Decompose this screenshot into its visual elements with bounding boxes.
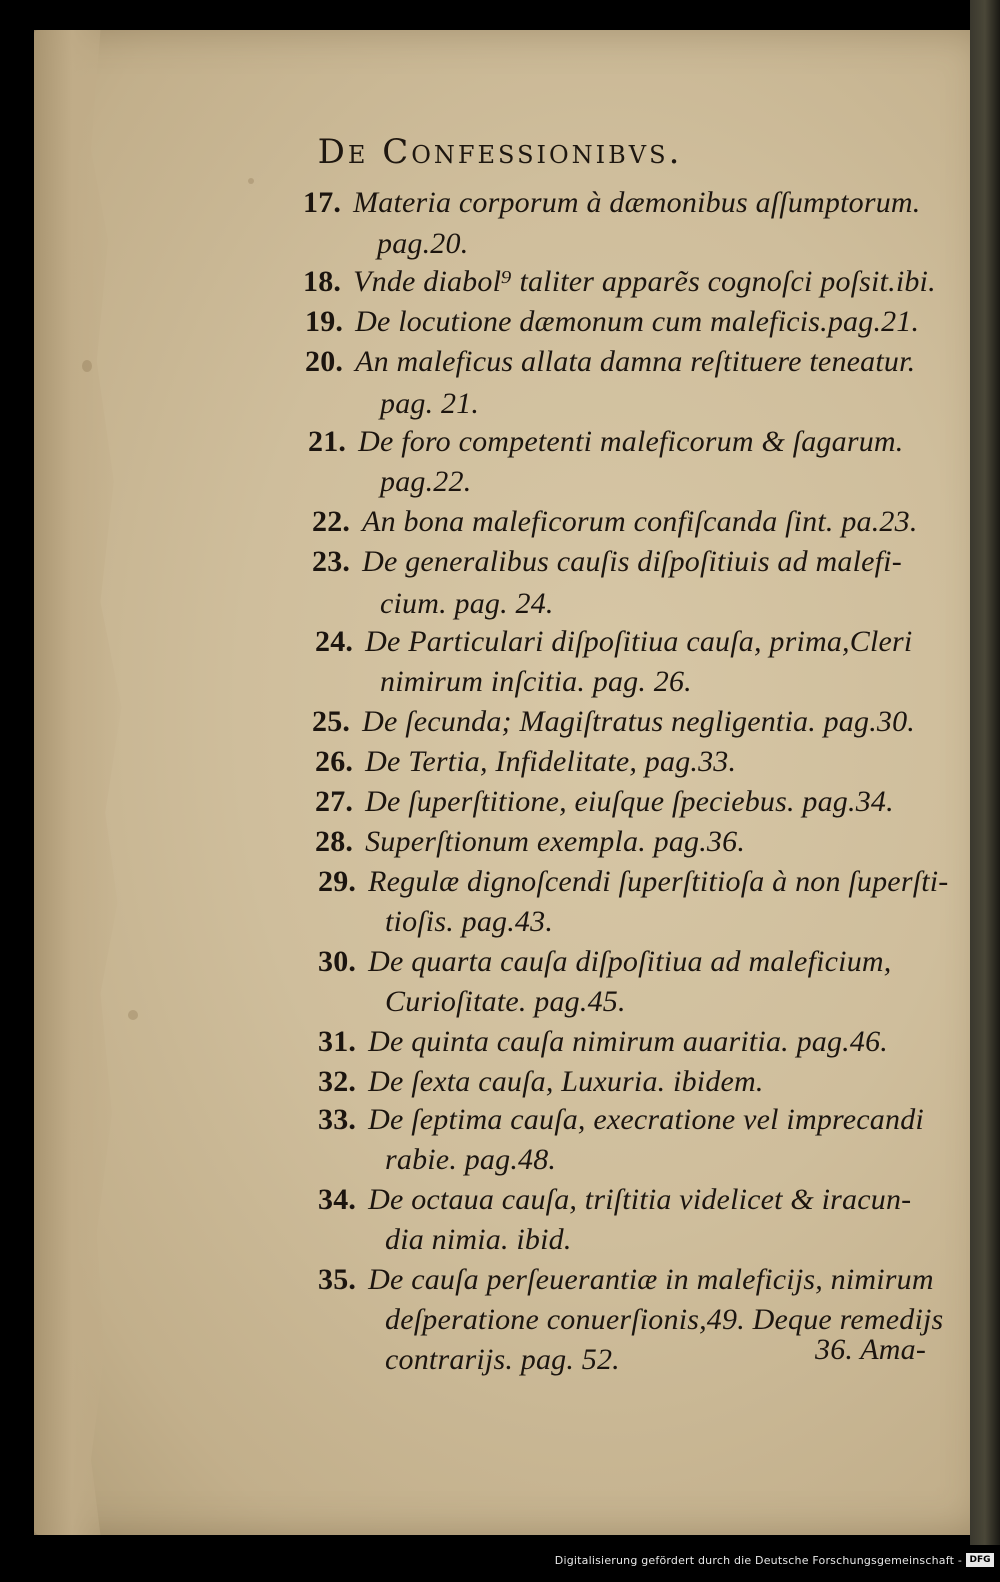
entry-text: De foro competenti maleficorum & ſagarum. <box>358 425 904 458</box>
entry-text: Superſtionum exempla. pag.36. <box>365 825 746 858</box>
entry-text: contrarijs. pag. 52. <box>385 1343 620 1376</box>
catchword: 36. Ama- <box>815 1333 927 1366</box>
entry-number: 22. <box>312 505 351 538</box>
entry-text: nimirum inſcitia. pag. 26. <box>380 665 692 698</box>
entry-number: 19. <box>305 305 344 338</box>
toc-entry <box>312 505 918 539</box>
entry-number: 20. <box>305 345 344 378</box>
entry-number: 24. <box>315 625 354 658</box>
entry-text: De ſexta cauſa, Luxuria. ibidem. <box>368 1065 764 1098</box>
entry-text: De ſecunda; Magiſtratus negligentia. pag.30. <box>362 705 915 738</box>
entry-text: Curioſitate. pag.45. <box>385 985 626 1018</box>
entry-text: pag.22. <box>380 465 472 498</box>
entry-number: 34. <box>318 1183 357 1216</box>
toc-entry <box>308 425 903 459</box>
entry-text: dia nimia. ibid. <box>385 1223 572 1256</box>
toc-entry <box>305 345 915 379</box>
toc-entry <box>318 1103 924 1137</box>
entry-number: 23. <box>312 545 351 578</box>
entry-number: 28. <box>315 825 354 858</box>
entry-text: deſperatione conuerſionis,49. Deque remedijs <box>385 1303 944 1336</box>
entry-number: 35. <box>318 1263 357 1296</box>
page-stain <box>82 360 92 372</box>
entry-text: De Tertia, Infidelitate, pag.33. <box>365 745 737 778</box>
entry-text: De generalibus cauſis diſpoſitiuis ad malefi- <box>362 545 902 578</box>
entry-number: 25. <box>312 705 351 738</box>
toc-entry <box>312 705 915 739</box>
toc-entry <box>318 1065 764 1099</box>
toc-entry <box>305 305 919 339</box>
entry-text: De octaua cauſa, triſtitia videlicet & iracun- <box>368 1183 912 1216</box>
toc-entry <box>315 785 894 819</box>
entry-text: De cauſa perſeuerantiæ in maleficijs, nimirum <box>368 1263 934 1296</box>
toc-entry <box>315 625 912 659</box>
entry-text: De ſeptima cauſa, execratione vel imprecandi <box>368 1103 924 1136</box>
toc-entry <box>377 227 468 261</box>
entry-text: pag. 21. <box>380 387 480 420</box>
entry-text: tioſis. pag.43. <box>385 905 554 938</box>
page-heading: De Confessionibvs. <box>317 132 683 172</box>
entry-text: De quinta cauſa nimirum auaritia. pag.46. <box>368 1025 888 1058</box>
entry-number: 29. <box>318 865 357 898</box>
entry-text: Regulæ dignoſcendi ſuperſtitioſa à non ſuperſti- <box>368 865 949 898</box>
toc-entry <box>385 905 553 939</box>
entry-number: 17. <box>303 186 342 219</box>
entry-text: rabie. pag.48. <box>385 1143 557 1176</box>
toc-entry <box>312 545 902 579</box>
toc-entry <box>315 825 745 859</box>
toc-entry <box>318 865 949 899</box>
entry-text: De ſuperſtitione, eiuſque ſpeciebus. pag.34. <box>365 785 894 818</box>
toc-entry <box>318 1263 934 1297</box>
toc-entry <box>318 1183 911 1217</box>
entry-number: 32. <box>318 1065 357 1098</box>
entry-text: De locutione dæmonum cum maleficis.pag.21. <box>355 305 920 338</box>
toc-entry <box>303 265 936 299</box>
page-stain <box>128 1010 138 1020</box>
entry-number: 31. <box>318 1025 357 1058</box>
toc-entry <box>315 745 736 779</box>
entry-text: An bona maleficorum confiſcanda ſint. pa.23. <box>362 505 918 538</box>
binding-edge <box>970 0 1000 1545</box>
entry-number: 18. <box>303 265 342 298</box>
digitization-credit: Digitalisierung gefördert durch die Deutsche Forschungsgemeinschaft - <box>554 1554 962 1567</box>
entry-text: Vnde diabol⁹ taliter apparẽs cognoſci poſsit.ibi. <box>353 265 936 298</box>
entry-number: 30. <box>318 945 357 978</box>
entry-text: cium. pag. 24. <box>380 587 554 620</box>
toc-entry <box>385 1143 556 1177</box>
entry-number: 33. <box>318 1103 357 1136</box>
entry-number: 26. <box>315 745 354 778</box>
toc-entry <box>385 1343 620 1377</box>
toc-entry <box>318 945 891 979</box>
toc-entry <box>380 587 554 621</box>
toc-entry <box>385 1223 572 1257</box>
entry-text: pag.20. <box>377 227 469 260</box>
entry-number: 21. <box>308 425 347 458</box>
entry-text: De Particulari diſpoſitiua cauſa, prima,Cleri <box>365 625 913 658</box>
toc-entry <box>385 1303 943 1337</box>
dfg-logo: DFG <box>966 1553 994 1567</box>
toc-entry <box>303 186 920 220</box>
entry-text: De quarta cauſa diſpoſitiua ad maleficium, <box>368 945 892 978</box>
entry-text: An maleficus allata damna reſtituere teneatur. <box>355 345 916 378</box>
entry-text: Materia corporum à dæmonibus aſſumptorum. <box>353 186 921 219</box>
toc-entry <box>380 465 471 499</box>
toc-entry <box>380 387 479 421</box>
entry-number: 27. <box>315 785 354 818</box>
toc-entry <box>380 665 692 699</box>
toc-entry <box>385 985 626 1019</box>
page-stain <box>248 178 254 184</box>
toc-entry <box>318 1025 888 1059</box>
